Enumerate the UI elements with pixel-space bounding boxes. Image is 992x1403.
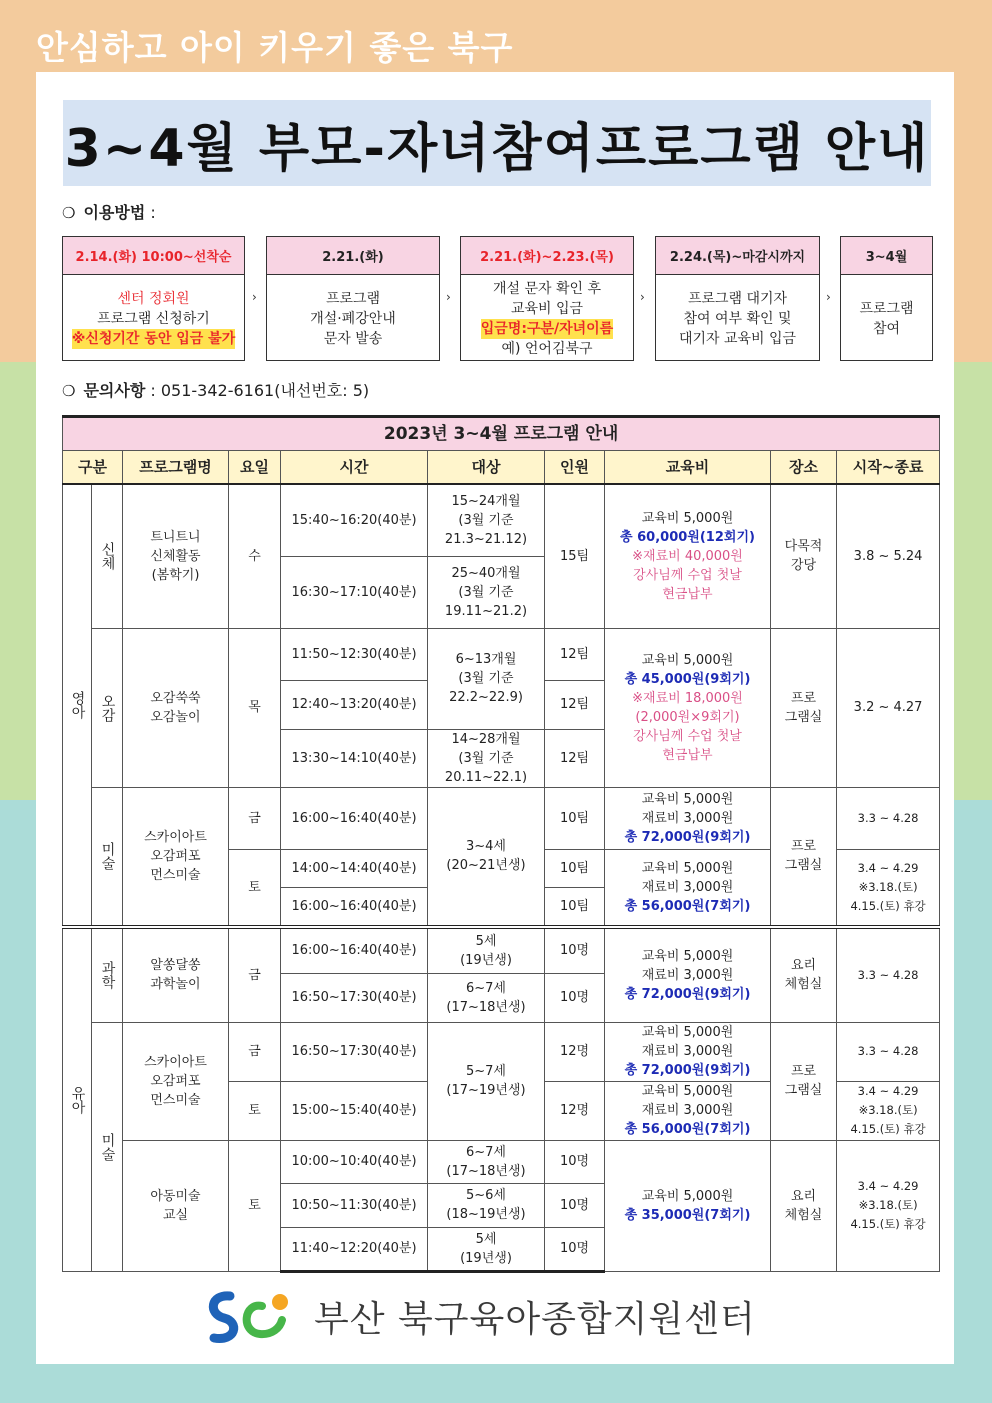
arrow-right-icon: › <box>252 290 257 304</box>
col-header: 시작~종료 <box>837 451 940 485</box>
bullet-circle-icon: ❍ <box>62 204 76 222</box>
time-cell: 16:50~17:30(40분) <box>281 1022 428 1081</box>
table-row <box>63 1140 940 1183</box>
fee-cell: 교육비 5,000원 총 60,000원(12회기) ※재료비 40,000원 강사님께 수업 첫날 현금납부 <box>605 484 771 628</box>
step-line: 프로그램 신청하기 <box>97 310 210 327</box>
step-header: 2.24.(목)~마감시까지 <box>656 237 819 275</box>
target-cell: 14~28개월 (3월 기준 20.11~22.1) <box>428 729 545 787</box>
category-cell: 과학 <box>92 927 123 1022</box>
group-toddler: 유아 <box>63 927 92 1271</box>
step-header: 2.21.(화) <box>267 237 439 275</box>
target-cell: 5세 (19년생) <box>428 927 545 973</box>
time-cell: 16:00~16:40(40분) <box>281 927 428 973</box>
period-cell: 3.4 ~ 4.29 ※3.18.(토) 4.15.(토) 휴강 <box>837 1140 940 1271</box>
category-cell: 신체 <box>92 484 123 628</box>
table-row <box>63 787 940 849</box>
contact-label: 문의사항 <box>83 381 146 400</box>
contact-phone: : 051-342-6161(내선번호: 5) <box>150 381 370 400</box>
day-cell: 금 <box>229 1022 281 1081</box>
target-cell: 5세 (19년생) <box>428 1227 545 1271</box>
col-header: 시간 <box>281 451 428 485</box>
period-cell: 3.3 ~ 4.28 <box>837 787 940 849</box>
day-cell: 토 <box>229 1081 281 1140</box>
day-cell: 토 <box>229 1140 281 1271</box>
time-cell: 10:00~10:40(40분) <box>281 1140 428 1183</box>
target-cell: 25~40개월 (3월 기준 19.11~21.2) <box>428 556 545 628</box>
table-row <box>63 1022 940 1081</box>
time-cell: 15:00~15:40(40분) <box>281 1081 428 1140</box>
day-cell: 토 <box>229 849 281 927</box>
col-header: 요일 <box>229 451 281 485</box>
count-cell: 10팀 <box>545 787 605 849</box>
footer <box>200 1284 756 1348</box>
count-cell: 10팀 <box>545 887 605 927</box>
step-line: 참여 <box>872 320 901 337</box>
step-line: 대기자 교육비 입금 <box>678 330 797 347</box>
step-line: 프로그램 대기자 <box>687 290 788 307</box>
program-name: 알쏭달쏭 과학놀이 <box>123 927 229 1022</box>
fee-cell: 교육비 5,000원 재료비 3,000원 총 72,000원(9회기) <box>605 1022 771 1081</box>
place-cell: 프로 그램실 <box>771 787 837 927</box>
time-cell: 16:50~17:30(40분) <box>281 973 428 1022</box>
table-row <box>63 927 940 973</box>
program-name: 스카이아트 오감퍼포 먼스미술 <box>123 787 229 927</box>
usage-label: 이용방법 <box>83 203 146 222</box>
bullet-circle-icon: ❍ <box>62 382 76 400</box>
step-line: 개설 문자 확인 후 <box>492 280 602 297</box>
count-cell: 12팀 <box>545 729 605 787</box>
contact-heading <box>62 378 369 401</box>
day-cell: 수 <box>229 484 281 628</box>
step-header: 2.21.(화)~2.23.(목) <box>461 237 633 275</box>
col-header: 교육비 <box>605 451 771 485</box>
arrow-right-icon: › <box>446 290 451 304</box>
col-header: 프로그램명 <box>123 451 229 485</box>
target-cell: 3~4세 (20~21년생) <box>428 787 545 927</box>
step-5 <box>840 236 933 361</box>
day-cell: 금 <box>229 927 281 1022</box>
place-cell: 프로 그램실 <box>771 628 837 787</box>
time-cell: 12:40~13:20(40분) <box>281 680 428 729</box>
step-note: ※신청기간 동안 입금 불가 <box>71 330 236 347</box>
time-cell: 15:40~16:20(40분) <box>281 484 428 556</box>
fee-cell: 교육비 5,000원 재료비 3,000원 총 56,000원(7회기) <box>605 849 771 927</box>
table-header-row <box>63 451 940 485</box>
target-cell: 6~7세 (17~18년생) <box>428 1140 545 1183</box>
fee-cell: 교육비 5,000원 재료비 3,000원 총 72,000원(9회기) <box>605 787 771 849</box>
time-cell: 14:00~14:40(40분) <box>281 849 428 887</box>
program-name: 트니트니 신체활동 (봄학기) <box>123 484 229 628</box>
step-1 <box>62 236 245 361</box>
organization-name: 부산 북구육아종합지원센터 <box>314 1298 756 1340</box>
step-3 <box>460 236 634 361</box>
step-line: 문자 발송 <box>323 330 383 347</box>
count-cell: 10명 <box>545 927 605 973</box>
fee-cell: 교육비 5,000원 재료비 3,000원 총 72,000원(9회기) <box>605 927 771 1022</box>
category-cell: 미술 <box>92 787 123 927</box>
count-cell: 10명 <box>545 973 605 1022</box>
target-cell: 5~7세 (17~19년생) <box>428 1022 545 1140</box>
arrow-right-icon: › <box>826 290 831 304</box>
step-2 <box>266 236 440 361</box>
program-name: 아동미술 교실 <box>123 1140 229 1271</box>
table-row <box>63 484 940 556</box>
fee-cell: 교육비 5,000원 총 45,000원(9회기) ※재료비 18,000원 (2,000원×9회기) 강사님께 수업 첫날 현금납부 <box>605 628 771 787</box>
time-cell: 10:50~11:30(40분) <box>281 1183 428 1227</box>
usage-heading <box>62 200 156 223</box>
category-cell: 미술 <box>92 1022 123 1271</box>
period-cell: 3.4 ~ 4.29 ※3.18.(토) 4.15.(토) 휴강 <box>837 849 940 927</box>
time-cell: 11:50~12:30(40분) <box>281 628 428 680</box>
count-cell: 10명 <box>545 1140 605 1183</box>
count-cell: 12팀 <box>545 628 605 680</box>
program-table <box>62 415 940 1273</box>
time-cell: 16:30~17:10(40분) <box>281 556 428 628</box>
count-cell: 10명 <box>545 1227 605 1271</box>
period-cell: 3.4 ~ 4.29 ※3.18.(토) 4.15.(토) 휴강 <box>837 1081 940 1140</box>
period-cell: 3.2 ~ 4.27 <box>837 628 940 787</box>
col-header: 장소 <box>771 451 837 485</box>
col-header: 인원 <box>545 451 605 485</box>
target-cell: 6~7세 (17~18년생) <box>428 973 545 1022</box>
count-cell: 12팀 <box>545 680 605 729</box>
center-logo-icon <box>200 1284 300 1348</box>
time-cell: 16:00~16:40(40분) <box>281 787 428 849</box>
count-cell: 15팀 <box>545 484 605 628</box>
col-header: 구분 <box>63 451 123 485</box>
place-cell: 요리 체험실 <box>771 1140 837 1271</box>
step-note: 입금명:구분/자녀이름 <box>480 320 614 337</box>
arrow-right-icon: › <box>640 290 645 304</box>
count-cell: 12명 <box>545 1022 605 1081</box>
period-cell: 3.3 ~ 4.28 <box>837 1022 940 1081</box>
group-infant: 영아 <box>63 484 92 927</box>
period-cell: 3.8 ~ 5.24 <box>837 484 940 628</box>
page-title: 3~4월 부모-자녀참여프로그램 안내 <box>63 100 931 186</box>
target-cell: 15~24개월 (3월 기준 21.3~21.12) <box>428 484 545 556</box>
count-cell: 10명 <box>545 1183 605 1227</box>
count-cell: 12명 <box>545 1081 605 1140</box>
step-header: 2.14.(화) 10:00~선착순 <box>63 237 244 275</box>
program-name: 스카이아트 오감퍼포 먼스미술 <box>123 1022 229 1140</box>
program-name: 오감쑥쑥 오감놀이 <box>123 628 229 787</box>
target-cell: 6~13개월 (3월 기준 22.2~22.9) <box>428 628 545 729</box>
fee-cell: 교육비 5,000원 총 35,000원(7회기) <box>605 1140 771 1271</box>
step-4 <box>655 236 820 361</box>
period-cell: 3.3 ~ 4.28 <box>837 927 940 1022</box>
place-cell: 요리 체험실 <box>771 927 837 1022</box>
step-line: 개설·폐강안내 <box>310 310 396 327</box>
slogan: 안심하고 아이 키우기 좋은 북구 <box>36 28 514 67</box>
step-line: 교육비 입금 <box>510 300 584 317</box>
day-cell: 금 <box>229 787 281 849</box>
count-cell: 10팀 <box>545 849 605 887</box>
fee-cell: 교육비 5,000원 재료비 3,000원 총 56,000원(7회기) <box>605 1081 771 1140</box>
category-cell: 오감 <box>92 628 123 787</box>
time-cell: 11:40~12:20(40분) <box>281 1227 428 1271</box>
time-cell: 13:30~14:10(40분) <box>281 729 428 787</box>
place-cell: 프로 그램실 <box>771 1022 837 1140</box>
step-header: 3~4월 <box>841 237 932 275</box>
col-header: 대상 <box>428 451 545 485</box>
step-line: 센터 정회원 <box>117 290 190 307</box>
step-line: 참여 여부 확인 및 <box>683 310 792 327</box>
step-line: 프로그램 <box>325 290 381 307</box>
day-cell: 목 <box>229 628 281 787</box>
step-line: 예) 언어김북구 <box>501 340 593 357</box>
table-caption: 2023년 3~4월 프로그램 안내 <box>63 417 940 451</box>
target-cell: 5~6세 (18~19년생) <box>428 1183 545 1227</box>
table-row <box>63 628 940 680</box>
step-line: 프로그램 <box>859 300 914 317</box>
usage-colon: : <box>150 203 156 222</box>
place-cell: 다목적 강당 <box>771 484 837 628</box>
time-cell: 16:00~16:40(40분) <box>281 887 428 927</box>
